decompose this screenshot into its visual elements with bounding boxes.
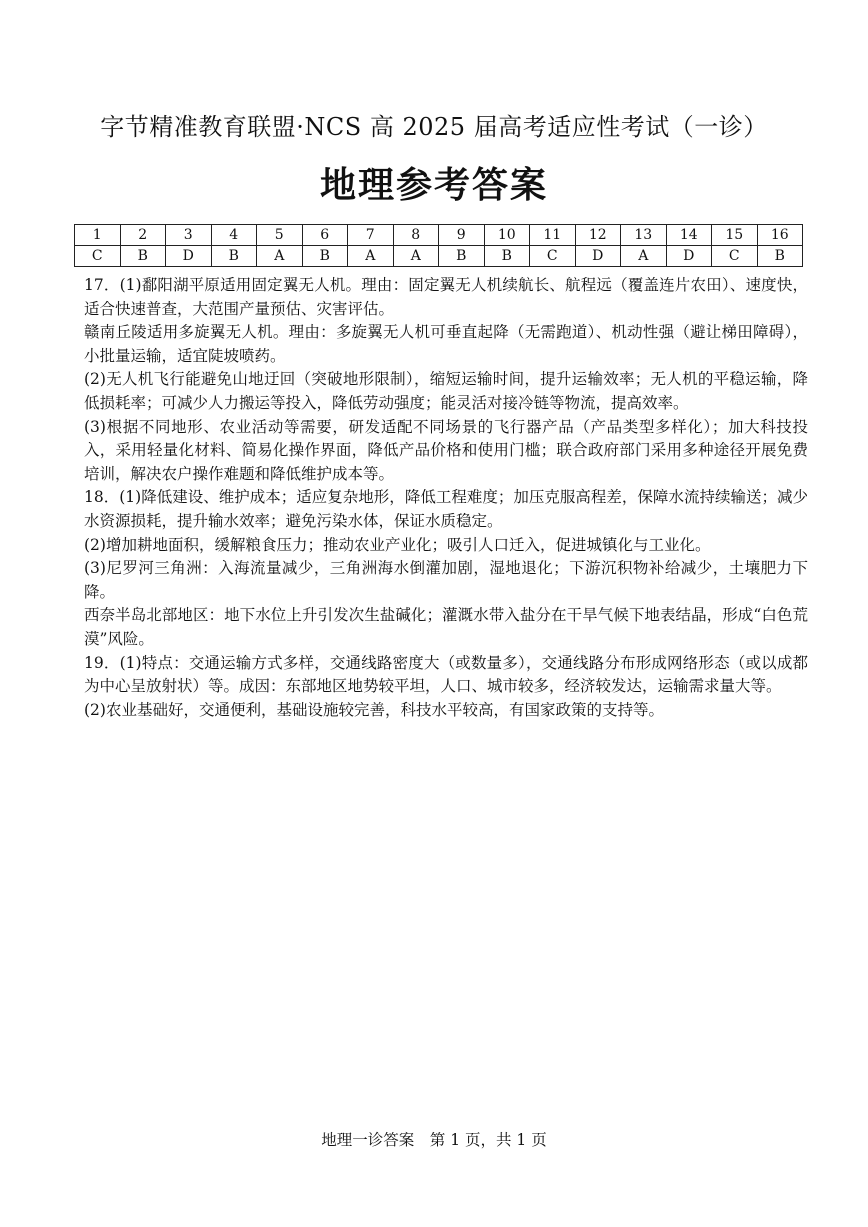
answer-cell: C	[530, 246, 576, 267]
answer-paragraph: (3)尼罗河三角洲：入海流量减少，三角洲海水倒灌加剧，湿地退化；下游沉积物补给减少，土壤肥力下降。	[84, 559, 808, 601]
answer-cell: D	[575, 246, 621, 267]
answer-cell: B	[757, 246, 803, 267]
question-number-row	[75, 225, 803, 246]
answer-body	[84, 274, 808, 722]
answer-paragraph: 19．(1)特点：交通运输方式多样，交通线路密度大（或数量多），交通线路分布形成网络形态（或以成都为中心呈放射状）等。成因：东部地区地势较平坦，人口、城市较多，经济较发达，运输需求量大等。	[84, 653, 808, 696]
question-number: 4	[211, 225, 257, 246]
answer-cell: B	[439, 246, 485, 267]
answer-cell: A	[257, 246, 303, 267]
answer-paragraph: (2)无人机飞行能避免山地迂回（突破地形限制），缩短运输时间，提升运输效率；无人机的平稳运输，降低损耗率；可减少人力搬运等投入，降低劳动强度；能灵活对接冷链等物流，提高效率。	[84, 370, 808, 412]
question-number: 9	[439, 225, 485, 246]
answer-paragraph: 西奈半岛北部地区：地下水位上升引发次生盐碱化；灌溉水带入盐分在干旱气候下地表结晶，形成“白色荒漠”风险。	[84, 606, 808, 648]
page-footer: 地理一诊答案 第 1 页，共 1 页	[321, 1131, 547, 1149]
answer-cell: A	[348, 246, 394, 267]
answer-paragraph: 18．(1)降低建设、维护成本；适应复杂地形，降低工程难度；加压克服高程差，保障水流持续输送；减少水资源损耗，提升输水效率；避免污染水体，保证水质稳定。	[84, 488, 808, 530]
question-number: 6	[302, 225, 348, 246]
answer-cell: B	[484, 246, 530, 267]
question-number: 10	[484, 225, 530, 246]
answer-row	[75, 246, 803, 267]
answer-paragraph: (2)农业基础好，交通便利，基础设施较完善，科技水平较高，有国家政策的支持等。	[84, 700, 664, 719]
answer-cell: B	[120, 246, 166, 267]
answer-paragraph: 赣南丘陵适用多旋翼无人机。理由：多旋翼无人机可垂直起降（无需跑道）、机动性强（避让梯田障碍），小批量运输，适宜陡坡喷药。	[84, 323, 808, 365]
question-number: 15	[712, 225, 758, 246]
answer-paragraph: (2)增加耕地面积，缓解粮食压力；推动农业产业化；吸引人口迁入，促进城镇化与工业化。	[84, 535, 711, 554]
answer-table	[74, 224, 803, 267]
question-number: 3	[166, 225, 212, 246]
exam-title: 字节精准教育联盟·NCS 高 2025 届高考适应性考试（一诊）	[100, 113, 768, 141]
answer-paragraph: (3)根据不同地形、农业活动等需要，研发适配不同场景的飞行器产品（产品类型多样化）；加大科技投入，采用轻量化材料、简易化操作界面，降低产品价格和使用门槛；联合政府部门采用多种途径开展免费培训，解决农户操作难题和降低维护成本等。	[84, 417, 808, 483]
answer-cell: C	[712, 246, 758, 267]
question-number: 13	[621, 225, 667, 246]
question-number: 5	[257, 225, 303, 246]
question-number: 12	[575, 225, 621, 246]
question-number: 2	[120, 225, 166, 246]
question-number: 8	[393, 225, 439, 246]
question-number: 7	[348, 225, 394, 246]
question-number: 16	[757, 225, 803, 246]
answer-cell: B	[211, 246, 257, 267]
answer-cell: B	[302, 246, 348, 267]
page-title: 地理参考答案	[319, 165, 548, 206]
answer-cell: A	[621, 246, 667, 267]
question-number: 11	[530, 225, 576, 246]
answer-cell: D	[166, 246, 212, 267]
question-number: 14	[666, 225, 712, 246]
question-number: 1	[75, 225, 121, 246]
answer-cell: D	[666, 246, 712, 267]
answer-cell: A	[393, 246, 439, 267]
answer-paragraph: 17．(1)鄱阳湖平原适用固定翼无人机。理由：固定翼无人机续航长、航程远（覆盖连片农田）、速度快，适合快速普查，大范围产量预估、灾害评估。	[84, 276, 808, 318]
answer-cell: C	[75, 246, 121, 267]
